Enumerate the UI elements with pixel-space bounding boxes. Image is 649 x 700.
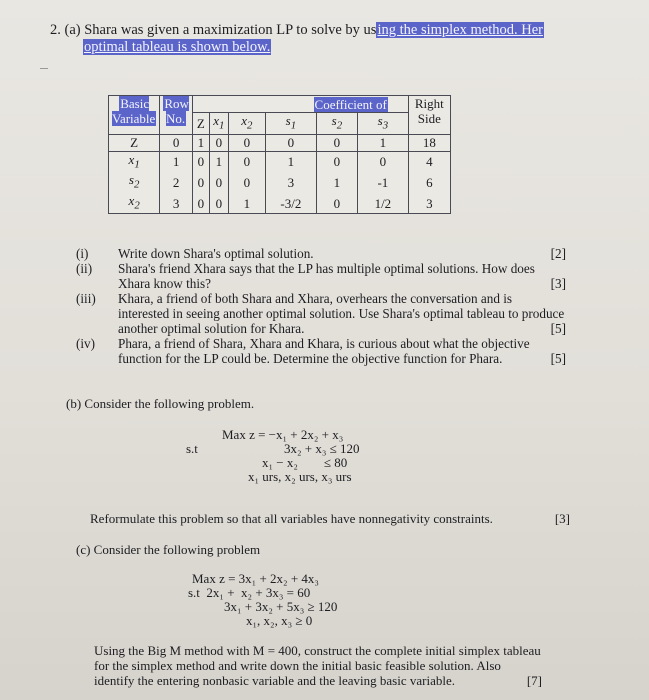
coef-cell: 0 xyxy=(192,151,209,172)
part-b-task: Reformulate this problem so that all variables have nonnegativity constraints. [3] xyxy=(90,511,570,526)
rhs-cell: 3 xyxy=(408,193,450,214)
part-b-formulation xyxy=(186,428,386,484)
part-c-intro: (c) Consider the following problem xyxy=(76,542,261,557)
sub-question-number: (iv) xyxy=(76,336,96,351)
col-header-z: Z xyxy=(192,113,209,135)
tableau-row-s2 xyxy=(109,172,451,193)
basic-cell: Z xyxy=(109,134,160,151)
col-header-s3: $s_3$ xyxy=(357,113,408,135)
col-header-s2: $s_2$ xyxy=(316,113,357,135)
marks: [3] xyxy=(550,276,566,291)
part-b-intro: (b) Consider the following problem. xyxy=(66,396,255,411)
coef-cell: 3 xyxy=(265,172,316,193)
coef-cell: 0 xyxy=(265,134,316,151)
objective: Max z = −x₁ + 2x₂ + x₃ xyxy=(222,427,344,442)
highlighted-text: ing the simplex method. Her xyxy=(377,22,543,38)
tableau-row-z xyxy=(109,134,451,151)
header-coefficient: Coefficient of xyxy=(192,96,408,113)
coef-cell: 0 xyxy=(316,193,357,214)
row-no-cell: 0 xyxy=(160,134,193,151)
subject-to-label: s.t xyxy=(188,585,200,600)
rhs-cell: 18 xyxy=(408,134,450,151)
coef-cell: 1 xyxy=(209,151,228,172)
question-number: 2. (a) xyxy=(50,22,81,38)
question-heading xyxy=(50,22,610,56)
part-c-task: Using the Big M method with M = 400, construct the complete initial simplex tableau for the simplex method and write down the initial basic feasible solution. Also identify the entering nonbasic variable and the leaving basic variable. [7] xyxy=(94,643,542,688)
constraint-2: 3x₁ + 3x₂ + 5x₃ ≥ 120 xyxy=(224,599,338,614)
sub-question-number: (iii) xyxy=(76,291,96,306)
coef-cell: 1/2 xyxy=(357,193,408,214)
sub-question-text: Phara, a friend of Shara, Xhara and Khara, is curious about what the objective function for the LP could be. Determine the objective function for Phara. xyxy=(118,336,530,366)
sub-question-text: Write down Shara's optimal solution. xyxy=(118,246,314,261)
sub-question-i xyxy=(76,246,566,261)
basic-cell: $x_1$ xyxy=(109,151,160,172)
coef-cell: 0 xyxy=(357,151,408,172)
optimal-tableau xyxy=(108,95,451,214)
margin-mark xyxy=(40,68,48,69)
col-header-s1: $s_1$ xyxy=(265,113,316,135)
header-basic-variable: Basic Variable xyxy=(109,96,160,135)
constraint-2: x₁ − x₂ ≤ 80 xyxy=(262,455,348,470)
coef-cell: 0 xyxy=(228,172,265,193)
coef-cell: 0 xyxy=(209,134,228,151)
marks: [5] xyxy=(550,351,566,366)
sub-question-text: Shara's friend Xhara says that the LP has multiple optimal solutions. How does Xhara know this? xyxy=(118,261,535,291)
coef-cell: 0 xyxy=(228,151,265,172)
row-no-cell: 3 xyxy=(160,193,193,214)
part-c-formulation xyxy=(176,572,376,628)
sub-question-iii xyxy=(76,291,566,336)
coef-cell: 0 xyxy=(316,134,357,151)
constraint-1: 3x₂ + x₃ ≤ 120 xyxy=(284,441,360,456)
col-header-x2: $x_2$ xyxy=(228,113,265,135)
marks: [3] xyxy=(554,511,570,526)
coef-cell: 0 xyxy=(192,172,209,193)
marks: [7] xyxy=(526,673,542,688)
coef-cell: -3/2 xyxy=(265,193,316,214)
coef-cell: 1 xyxy=(357,134,408,151)
col-header-x1: $x_1$ xyxy=(209,113,228,135)
coef-cell: 1 xyxy=(192,134,209,151)
sign-restrictions: x₁, x₂, x₃ ≥ 0 xyxy=(246,613,313,628)
row-no-cell: 1 xyxy=(160,151,193,172)
rhs-cell: 4 xyxy=(408,151,450,172)
sub-question-number: (ii) xyxy=(76,261,93,276)
sign-restrictions: x₁ urs, x₂ urs, x₃ urs xyxy=(248,469,352,484)
header-right-side: Right Side xyxy=(408,96,450,135)
basic-cell: $x_2$ xyxy=(109,193,160,214)
tableau-row-x2 xyxy=(109,193,451,214)
coef-cell: 0 xyxy=(192,193,209,214)
coef-cell: -1 xyxy=(357,172,408,193)
sub-question-number: (i) xyxy=(76,246,89,261)
coef-cell: 1 xyxy=(316,172,357,193)
basic-cell: $s_2$ xyxy=(109,172,160,193)
subject-to-label: s.t xyxy=(186,441,198,456)
marks: [5] xyxy=(550,321,566,336)
coef-cell: 0 xyxy=(209,172,228,193)
header-row-no: Row No. xyxy=(160,96,193,135)
sub-question-ii xyxy=(76,261,566,291)
row-no-cell: 2 xyxy=(160,172,193,193)
sub-question-iv xyxy=(76,336,566,366)
tableau-row-x1 xyxy=(109,151,451,172)
question-text: Shara was given a maximization LP to solve by us xyxy=(84,22,377,38)
rhs-cell: 6 xyxy=(408,172,450,193)
coef-cell: 0 xyxy=(316,151,357,172)
sub-question-text: Khara, a friend of both Shara and Xhara, overhears the conversation and is interested in seeing another optimal solution. Use Shara's optimal tableau to produce another optimal solution for Khara. xyxy=(118,291,565,336)
marks: [2] xyxy=(550,246,566,261)
sub-questions xyxy=(76,246,566,366)
coef-cell: 1 xyxy=(228,193,265,214)
coef-cell: 0 xyxy=(209,193,228,214)
highlighted-text-line2: optimal tableau is shown below. xyxy=(84,39,271,55)
coef-cell: 1 xyxy=(265,151,316,172)
objective: Max z = 3x₁ + 2x₂ + 4x₃ xyxy=(192,571,319,586)
coef-cell: 0 xyxy=(228,134,265,151)
constraint-1: 2x₁ + x₂ + 3x₃ = 60 xyxy=(206,585,311,600)
